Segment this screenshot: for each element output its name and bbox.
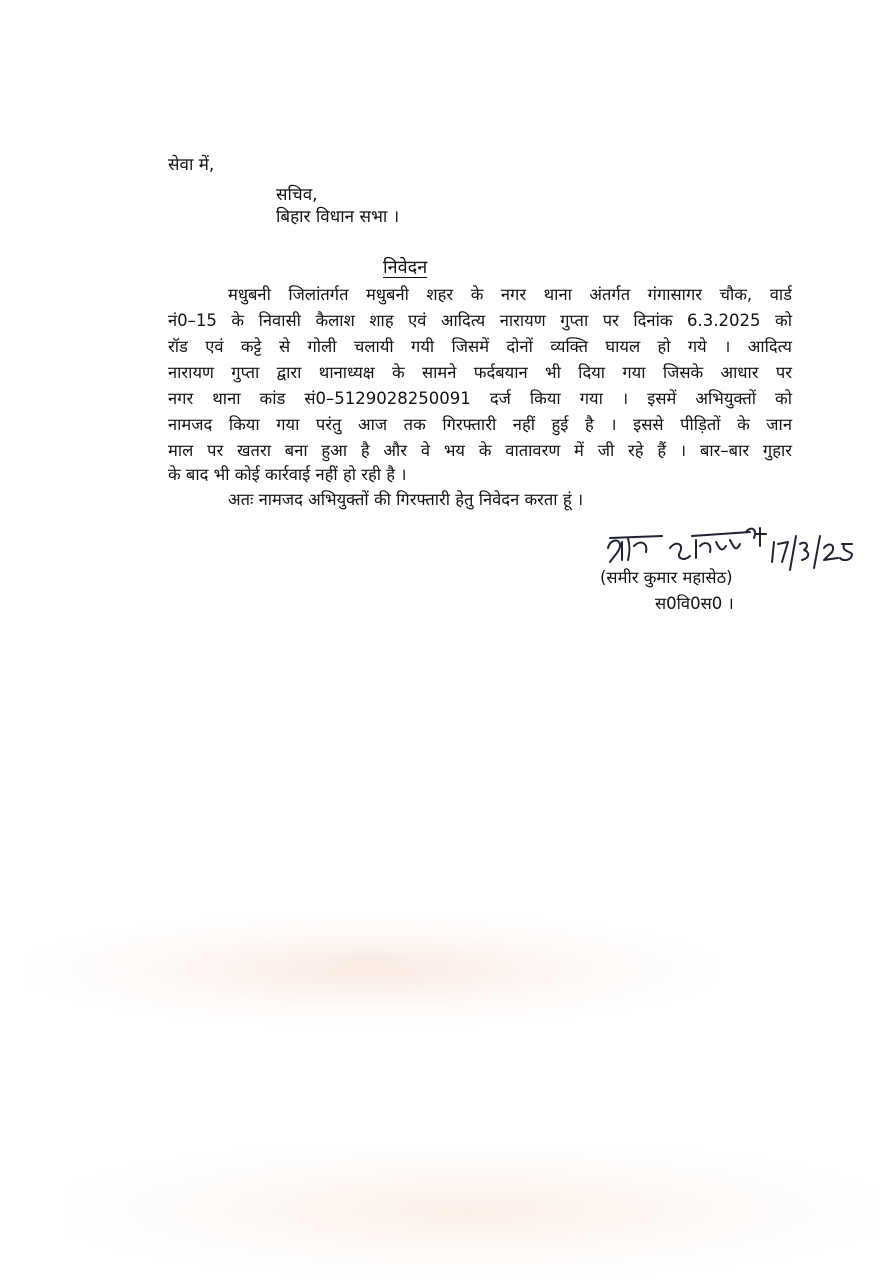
greeting: सेवा में,: [168, 155, 215, 175]
paper-stain: [20, 910, 720, 1030]
addressee-designation: सचिव,: [276, 185, 318, 205]
body-line: माल पर खतरा बना हुआ है और वे भय के वातावरण में जी रहे हैं । बार–बार गुहार: [168, 441, 792, 460]
body-line: रॉड एवं कट्टे से गोली चलायी गयी जिसमें दोनों व्यक्ति घायल हो गये । आदित्य: [168, 337, 792, 356]
subject-heading: निवेदन: [383, 257, 428, 278]
body-line: नामजद किया गया परंतु आज तक गिरफ्तारी नहीं हुई है । इससे पीड़ितों के जान: [168, 415, 792, 434]
body-line: मधुबनी जिलांतर्गत मधुबनी शहर के नगर थाना अंतर्गत गंगासागर चौक, वार्ड: [228, 285, 792, 304]
body-line: नारायण गुप्ता द्वारा थानाध्यक्ष के सामने फर्दबयान भी दिया गया जिसके आधार पर: [168, 363, 792, 382]
request-line: अतः नामजद अभियुक्तों की गिरफ्तारी हेतु निवेदन करता हूं ।: [228, 490, 584, 509]
body-line: के बाद भी कोई कार्रवाई नहीं हो रही है ।: [168, 465, 407, 484]
sender-designation: स0वि0स0 ।: [655, 594, 734, 613]
sender-name: (समीर कुमार महासेठ): [600, 568, 733, 587]
body-line: नं0–15 के निवासी कैलाश शाह एवं आदित्य नारायण गुप्ता पर दिनांक 6.3.2025 को: [168, 311, 792, 330]
body-line: नगर थाना कांड सं0–5129028250091 दर्ज किया गया । इसमें अभियुक्तों को: [168, 389, 792, 408]
paper-stain: [60, 1140, 880, 1280]
addressee-organization: बिहार विधान सभा ।: [276, 207, 400, 227]
